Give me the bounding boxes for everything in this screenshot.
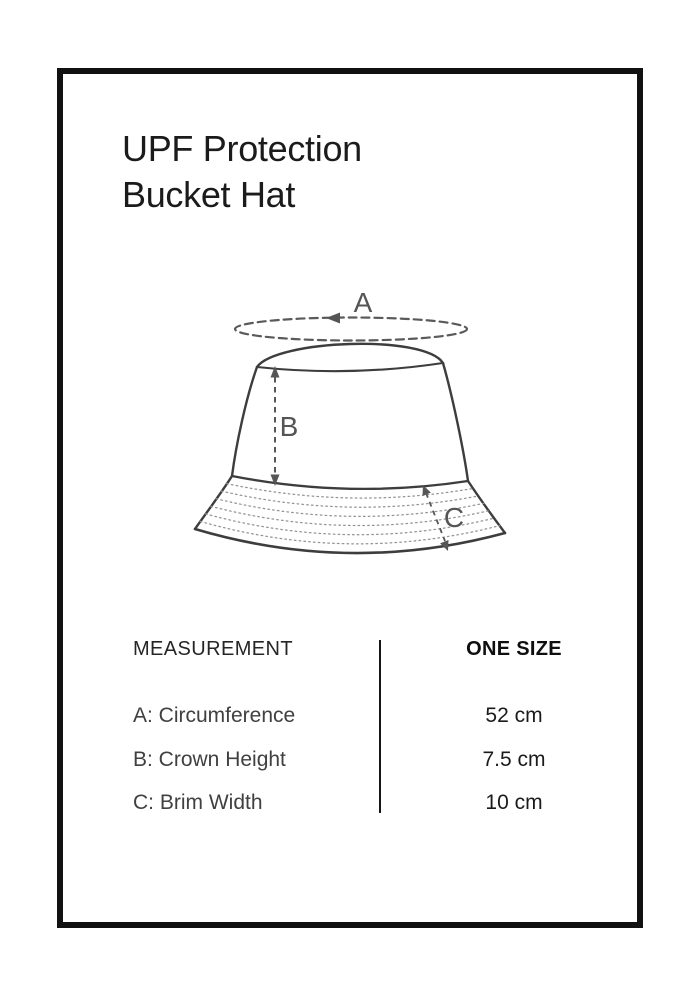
circumference-arrowhead-icon <box>326 313 340 324</box>
label-b-crown-height: B <box>279 411 299 442</box>
product-title-line1: UPF Protection <box>122 128 362 169</box>
row-value-crown-height: 7.5 cm <box>482 748 546 771</box>
product-title-line2: Bucket Hat <box>122 174 296 215</box>
row-label-circumference: A: Circumference <box>133 704 296 727</box>
row-value-circumference: 52 cm <box>485 704 543 727</box>
table-column-divider <box>379 640 381 813</box>
label-a-circumference: A <box>353 287 373 318</box>
crown-top-opening-edge <box>257 363 443 371</box>
product-title <box>122 126 362 218</box>
label-c-brim-width: C <box>443 502 465 533</box>
crown-top-dome <box>257 344 443 367</box>
circumference-arrow-ellipse <box>235 318 467 341</box>
brim-width-arrow-line <box>426 493 445 541</box>
row-value-brim-width: 10 cm <box>485 791 543 814</box>
crown-brim-band-line <box>232 476 468 489</box>
crown-right-side <box>443 363 468 481</box>
row-label-crown-height: B: Crown Height <box>133 748 286 771</box>
crown-left-side <box>232 367 257 476</box>
one-size-column-header: ONE SIZE <box>466 638 562 660</box>
measurement-column-header: MEASUREMENT <box>133 638 293 660</box>
bucket-hat-diagram <box>170 280 530 580</box>
row-label-brim-width: C: Brim Width <box>133 791 263 814</box>
